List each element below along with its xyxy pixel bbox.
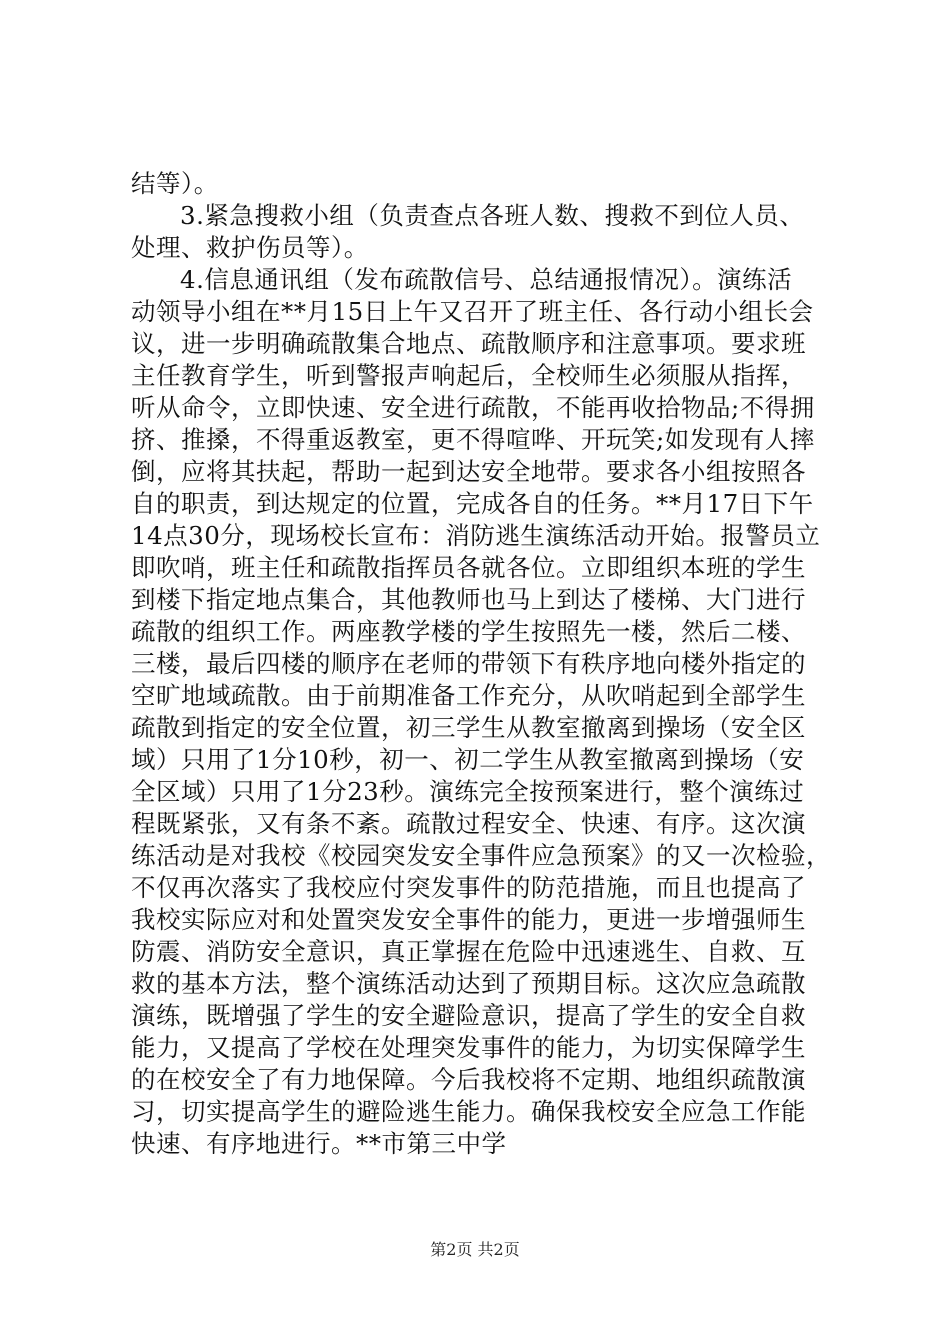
text-line: 议，进一步明确疏散集合地点、疏散顺序和注意事项。要求班 xyxy=(131,329,806,358)
text-line: 能力，又提高了学校在处理突发事件的能力，为切实保障学生 xyxy=(131,1033,806,1062)
text-line: 疏散的组织工作。两座教学楼的学生按照先一楼，然后二楼、 xyxy=(131,617,806,646)
text-line: 结等）。 xyxy=(131,169,219,198)
text-line: 习，切实提高学生的避险逃生能力。确保我校安全应急工作能 xyxy=(131,1097,806,1126)
text-line: 14点30分，现场校长宣布：消防逃生演练活动开始。报警员立 xyxy=(131,521,821,550)
text-line: 疏散到指定的安全位置，初三学生从教室撤离到操场（安全区 xyxy=(131,713,806,742)
text-line: 4.信息通讯组（发布疏散信号、总结通报情况）。演练活 xyxy=(180,265,793,294)
text-line: 我校实际应对和处置突发安全事件的能力，更进一步增强师生 xyxy=(131,905,806,934)
text-line: 练活动是对我校《校园突发安全事件应急预案》的又一次检验， xyxy=(131,841,831,870)
text-line: 防震、消防安全意识，真正掌握在危险中迅速逃生、自救、互 xyxy=(131,937,806,966)
text-line: 即吹哨，班主任和疏散指挥员各就各位。立即组织本班的学生 xyxy=(131,553,806,582)
text-line: 三楼，最后四楼的顺序在老师的带领下有秩序地向楼外指定的 xyxy=(131,649,806,678)
text-line: 空旷地域疏散。由于前期准备工作充分，从吹哨起到全部学生 xyxy=(131,681,806,710)
text-line: 挤、推搡，不得重返教室，更不得喧哗、开玩笑;如发现有人摔 xyxy=(131,425,815,454)
text-line: 程既紧张，又有条不紊。疏散过程安全、快速、有序。这次演 xyxy=(131,809,806,838)
text-line: 的在校安全了有力地保障。今后我校将不定期、地组织疏散演 xyxy=(131,1065,806,1094)
page-footer: 第2页 共2页 xyxy=(430,1240,520,1259)
text-line: 救的基本方法，整个演练活动达到了预期目标。这次应急疏散 xyxy=(131,969,806,998)
document-body xyxy=(131,168,831,1160)
text-line: 全区域）只用了1分23秒。演练完全按预案进行，整个演练过 xyxy=(131,777,805,806)
text-line: 演练，既增强了学生的安全避险意识，提高了学生的安全自救 xyxy=(131,1001,806,1030)
text-line: 到楼下指定地点集合，其他教师也马上到达了楼梯、大门进行 xyxy=(131,585,806,614)
text-line: 快速、有序地进行。**市第三中学 xyxy=(131,1129,507,1158)
text-line: 域）只用了1分10秒，初一、初二学生从教室撤离到操场（安 xyxy=(131,745,805,774)
text-line: 自的职责，到达规定的位置，完成各自的任务。**月17日下午 xyxy=(131,489,814,518)
text-line: 倒，应将其扶起，帮助一起到达安全地带。要求各小组按照各 xyxy=(131,457,806,486)
text-line: 听从命令，立即快速、安全进行疏散，不能再收拾物品;不得拥 xyxy=(131,393,815,422)
text-line: 3.紧急搜救小组（负责查点各班人数、搜救不到位人员、 xyxy=(180,201,805,230)
text-line: 主任教育学生，听到警报声响起后，全校师生必须服从指挥， xyxy=(131,361,806,390)
text-line: 动领导小组在**月15日上午又召开了班主任、各行动小组长会 xyxy=(131,297,814,326)
text-line: 不仅再次落实了我校应付突发事件的防范措施，而且也提高了 xyxy=(131,873,806,902)
text-line: 处理、救护伤员等）。 xyxy=(131,233,369,262)
